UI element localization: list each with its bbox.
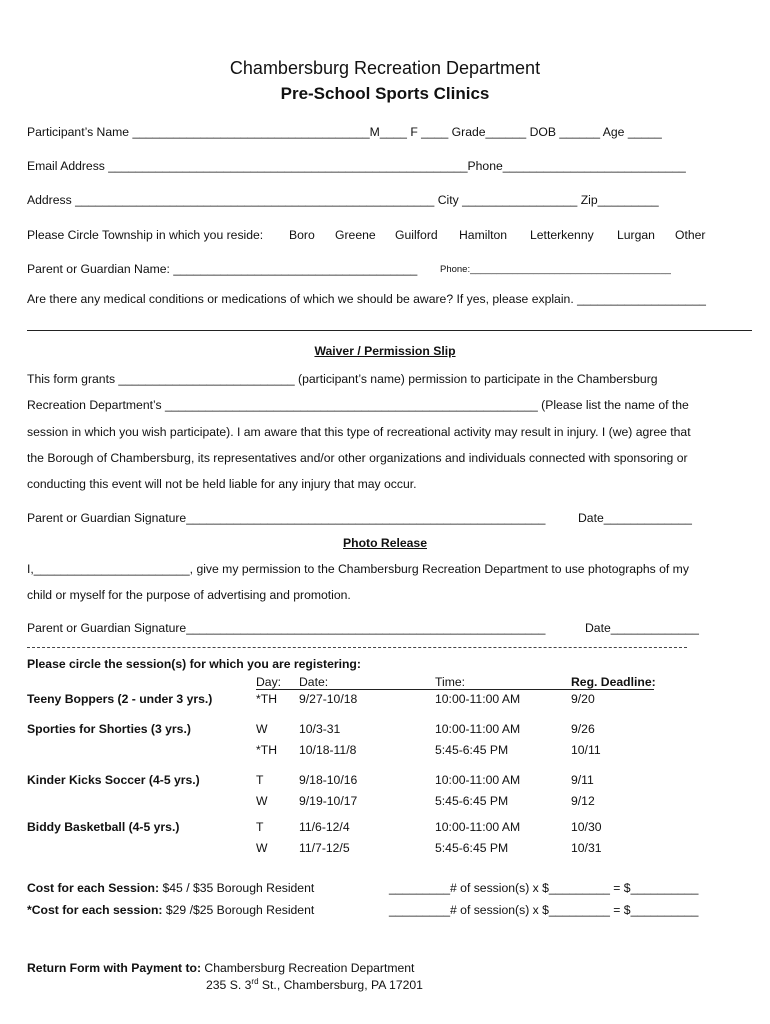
- header-time: Time:: [435, 675, 466, 689]
- photo-date-field[interactable]: Date_____________: [585, 621, 699, 635]
- session-date[interactable]: 11/7-12/5: [299, 841, 350, 855]
- session-deadline: 10/30: [571, 820, 602, 834]
- township-hamilton[interactable]: Hamilton: [459, 228, 508, 242]
- township-other[interactable]: Other: [675, 228, 706, 242]
- session-time[interactable]: 5:45-6:45 PM: [435, 794, 509, 808]
- township-lurgan[interactable]: Lurgan: [617, 228, 655, 242]
- session-day[interactable]: T: [256, 773, 264, 787]
- session-date[interactable]: 9/19-10/17: [299, 794, 358, 808]
- header-day: Day:: [256, 675, 282, 689]
- session-time[interactable]: 5:45-6:45 PM: [435, 743, 509, 757]
- form-title: Pre-School Sports Clinics: [280, 84, 490, 103]
- address-field[interactable]: Address _____________________________________________________ City _________________ Zip_________: [27, 193, 659, 207]
- program-name[interactable]: Sporties for Shorties (3 yrs.): [27, 722, 191, 736]
- session-day[interactable]: W: [256, 722, 268, 736]
- cost-line-1: [27, 881, 314, 895]
- header-deadline: Reg. Deadline:: [571, 675, 656, 689]
- township-prompt: Please Circle Township in which you reside:: [27, 228, 264, 242]
- session-deadline: 10/11: [571, 743, 601, 757]
- waiver-line-4: the Borough of Chambersburg, its representatives and/or other organizations and individuals connected with sponsoring or: [27, 451, 688, 465]
- waiver-date-field[interactable]: Date_____________: [578, 511, 692, 525]
- program-name[interactable]: Kinder Kicks Soccer (4-5 yrs.): [27, 773, 200, 787]
- table-header-rule: [256, 689, 654, 690]
- township-boro[interactable]: Boro: [289, 228, 315, 242]
- photo-release-line-1[interactable]: I,_______________________, give my permission to the Chambersburg Recreation Department to use photographs of my: [27, 562, 689, 576]
- session-day[interactable]: *TH: [256, 743, 277, 757]
- session-time[interactable]: 5:45-6:45 PM: [435, 841, 509, 855]
- session-deadline: 9/12: [571, 794, 595, 808]
- session-time[interactable]: 10:00-11:00 AM: [435, 692, 521, 706]
- session-deadline: 9/26: [571, 722, 595, 736]
- township-guilford[interactable]: Guilford: [395, 228, 438, 242]
- waiver-line-2[interactable]: Recreation Department’s _______________________________________________________ (Please list the name of the: [27, 398, 689, 412]
- waiver-heading: Waiver / Permission Slip: [314, 344, 456, 358]
- session-date[interactable]: 10/3-31: [299, 722, 341, 736]
- photo-release-line-2: child or myself for the purpose of advertising and promotion.: [27, 588, 351, 602]
- organization-title: Chambersburg Recreation Department: [229, 58, 541, 78]
- session-date[interactable]: 11/6-12/4: [299, 820, 350, 834]
- return-street-suffix: rd: [251, 977, 259, 986]
- photo-signature-field[interactable]: Parent or Guardian Signature_____________________________________________________: [27, 621, 546, 635]
- waiver-line-5: conducting this event will not be held liable for any injury that may occur.: [27, 477, 417, 491]
- waiver-signature-field[interactable]: Parent or Guardian Signature_____________________________________________________: [27, 511, 546, 525]
- session-time[interactable]: 10:00-11:00 AM: [435, 773, 521, 787]
- email-phone-field[interactable]: Email Address _____________________________________________________Phone___________________________: [27, 159, 686, 173]
- program-name[interactable]: Teeny Boppers (2 - under 3 yrs.): [27, 692, 213, 706]
- session-date[interactable]: 9/18-10/16: [299, 773, 358, 787]
- cost-label-2: *Cost for each session:: [27, 903, 163, 917]
- session-date[interactable]: 9/27-10/18: [299, 692, 358, 706]
- sessions-prompt: Please circle the session(s) for which you are registering:: [27, 657, 361, 671]
- return-line-1: [27, 961, 414, 975]
- session-time[interactable]: 10:00-11:00 AM: [435, 820, 521, 834]
- session-day[interactable]: T: [256, 820, 264, 834]
- return-label: Return Form with Payment to:: [27, 961, 202, 975]
- session-deadline: 9/11: [571, 773, 594, 787]
- session-date[interactable]: 10/18-11/8: [299, 743, 357, 757]
- return-city: St., Chambersburg, PA 17201: [258, 978, 423, 993]
- waiver-line-3: session in which you wish participate). I am aware that this type of recreational activity may result in injury. I (we) agree that: [27, 425, 691, 439]
- township-letterkenny[interactable]: Letterkenny: [530, 228, 594, 242]
- program-name[interactable]: Biddy Basketball (4-5 yrs.): [27, 820, 180, 834]
- guardian-phone-field[interactable]: Phone:______________________________________: [440, 264, 671, 275]
- header-date: Date:: [299, 675, 329, 689]
- return-street: 235 S. 3: [206, 978, 252, 993]
- session-day[interactable]: *TH: [256, 692, 277, 706]
- return-org: Chambersburg Recreation Department: [204, 961, 415, 975]
- cost-calc-field-1[interactable]: _________# of session(s) x $_________ = $__________: [389, 881, 699, 895]
- guardian-name-field[interactable]: Parent or Guardian Name: ____________________________________: [27, 262, 418, 276]
- cost-value-2: $29 /$25 Borough Resident: [165, 903, 315, 917]
- cost-label-1: Cost for each Session:: [27, 881, 160, 895]
- section-divider: [27, 330, 752, 331]
- cost-line-2: [27, 903, 314, 917]
- session-day[interactable]: W: [256, 794, 268, 808]
- session-time[interactable]: 10:00-11:00 AM: [435, 722, 521, 736]
- township-greene[interactable]: Greene: [335, 228, 376, 242]
- photo-release-heading: Photo Release: [343, 536, 427, 550]
- session-deadline: 9/20: [571, 692, 595, 706]
- cost-value-1: $45 / $35 Borough Resident: [162, 881, 315, 895]
- cost-calc-field-2[interactable]: _________# of session(s) x $_________ = $__________: [389, 903, 699, 917]
- medical-conditions-field[interactable]: Are there any medical conditions or medications of which we should be aware? If yes, please explain. ___________________: [27, 292, 706, 306]
- waiver-line-1[interactable]: This form grants __________________________ (participant’s name) permission to participate in the Chambersburg: [27, 372, 658, 386]
- cut-line: [27, 647, 687, 648]
- return-address: [206, 977, 423, 992]
- session-day[interactable]: W: [256, 841, 268, 855]
- session-deadline: 10/31: [571, 841, 602, 855]
- participant-name-field[interactable]: Participant’s Name ___________________________________M____ F ____ Grade______ DOB ______ Age _____: [27, 125, 662, 139]
